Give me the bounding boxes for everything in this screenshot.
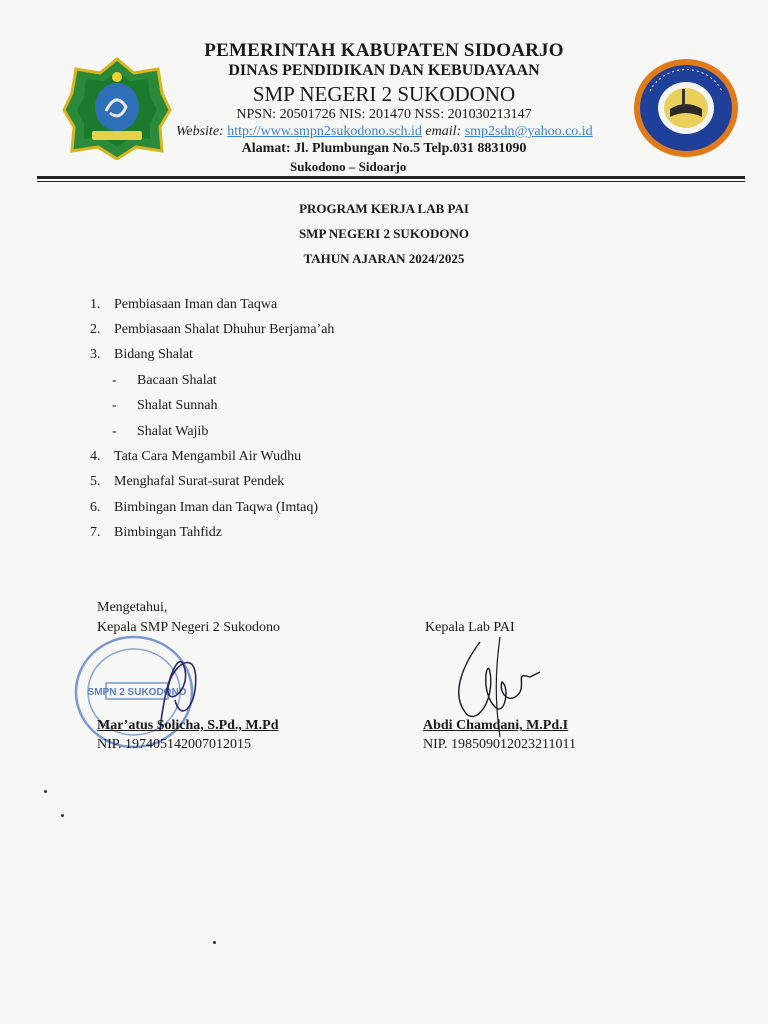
email-link[interactable]: smp2sdn@yahoo.co.id	[464, 124, 593, 139]
list-bullet: -	[112, 424, 117, 439]
scan-speck	[44, 790, 47, 793]
list-number: 3.	[90, 347, 101, 362]
lab-head-position: Kepala Lab PAI	[425, 620, 515, 635]
list-number: 6.	[90, 500, 101, 515]
principal-nip: NIP. 197405142007012015	[97, 737, 252, 752]
website-label: Website:	[176, 124, 224, 139]
list-text: Pembiasaan Iman dan Taqwa	[114, 297, 278, 312]
principal-position: Kepala SMP Negeri 2 Sukodono	[97, 620, 281, 635]
list-text: Bidang Shalat	[114, 347, 193, 362]
list-item	[0, 500, 768, 520]
list-text: Bimbingan Iman dan Taqwa (Imtaq)	[114, 500, 319, 515]
scan-speck	[61, 814, 64, 817]
document-subtitle-year: TAHUN AJARAN 2024/2025	[303, 251, 465, 266]
list-item	[0, 525, 768, 545]
lab-head-name: Abdi Chamdani, M.Pd.I	[423, 718, 569, 733]
letterhead-divider-thin	[37, 181, 745, 182]
list-text: Tata Cara Mengambil Air Wudhu	[114, 449, 302, 464]
list-text: Pembiasaan Shalat Dhuhur Berjama’ah	[114, 322, 335, 337]
acknowledge-label: Mengetahui,	[97, 600, 168, 615]
letterhead-address: Alamat: Jl. Plumbungan No.5 Telp.031 8831090	[241, 141, 527, 156]
list-text: Shalat Wajib	[137, 424, 209, 439]
sub-list-item	[0, 373, 768, 393]
letterhead-school-name: SMP NEGERI 2 SUKODONO	[252, 82, 516, 106]
letterhead-ids: NPSN: 20501726 NIS: 201470 NSS: 201030213147	[236, 107, 532, 122]
list-bullet: -	[112, 373, 117, 388]
letterhead-government: PEMERINTAH KABUPATEN SIDOARJO	[204, 40, 564, 61]
list-item	[0, 297, 768, 317]
list-item	[0, 449, 768, 469]
letterhead-contact-line	[176, 124, 646, 140]
list-number: 7.	[90, 525, 101, 540]
stamp-center-text: SMPN 2 SUKODONO	[87, 687, 187, 698]
letterhead-divider-thick	[37, 176, 745, 179]
list-text: Bacaan Shalat	[137, 373, 217, 388]
sub-list-item	[0, 424, 768, 444]
list-number: 5.	[90, 474, 101, 489]
list-bullet: -	[112, 398, 117, 413]
principal-name: Mar’atus Solicha, S.Pd., M.Pd	[97, 718, 279, 733]
list-number: 4.	[90, 449, 101, 464]
list-item	[0, 474, 768, 494]
website-link[interactable]: http://www.smpn2sukodono.sch.id	[227, 124, 422, 139]
list-item	[0, 322, 768, 342]
list-text: Bimbingan Tahfidz	[114, 525, 223, 540]
sub-list-item	[0, 398, 768, 418]
letterhead-department: DINAS PENDIDIKAN DAN KEBUDAYAAN	[228, 62, 540, 79]
document-title: PROGRAM KERJA LAB PAI	[299, 201, 469, 216]
letterhead-city: Sukodono – Sidoarjo	[290, 159, 407, 174]
scan-speck	[213, 941, 216, 944]
list-item	[0, 347, 768, 367]
list-number: 1.	[90, 297, 101, 312]
list-text: Menghafal Surat-surat Pendek	[114, 474, 285, 489]
document-subtitle-school: SMP NEGERI 2 SUKODONO	[298, 226, 470, 241]
list-text: Shalat Sunnah	[137, 398, 218, 413]
email-label: email:	[425, 124, 462, 139]
lab-head-nip: NIP. 198509012023211011	[423, 737, 576, 752]
list-number: 2.	[90, 322, 101, 337]
